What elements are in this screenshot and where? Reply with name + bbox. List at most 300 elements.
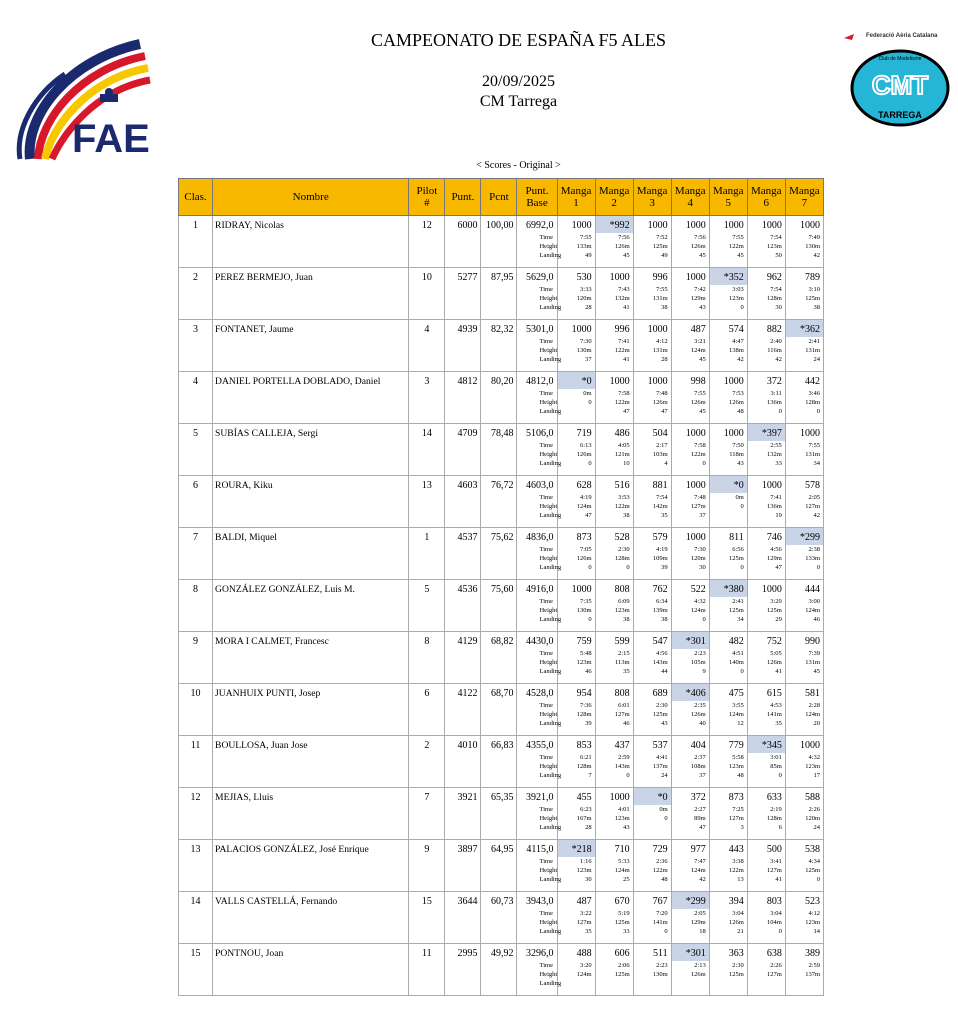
flight-height: 126m [728,399,744,406]
flight-height: 129m [767,555,782,562]
landing-points: 47 [623,408,630,415]
flight-time: 2:26 [808,806,820,813]
manga-6-cell [747,528,785,580]
round-score: 579 [652,532,668,543]
landing-points: 48 [737,772,744,779]
discarded-score: *0 [710,476,747,493]
landing-points: 49 [661,252,668,259]
landing-points: 0 [588,460,592,467]
manga-2-cell [595,476,633,528]
flight-height: 122m [690,451,706,458]
flight-time: 7:54 [770,286,782,293]
pilot-number-cell: 2 [409,736,445,788]
flight-height: 139m [652,607,668,614]
round-score: 853 [576,740,592,751]
base-points-cell [517,372,562,424]
flight-time: 7:56 [618,234,630,241]
base-points-value: 4528,0 [526,688,554,699]
manga-6-cell [747,580,785,632]
flight-time: 3:01 [770,754,782,761]
flight-height: 126m [614,243,630,250]
manga-7-cell [785,528,823,580]
flight-time: 2:26 [770,962,782,969]
base-points-cell [517,684,562,736]
flight-height: 103m [652,451,668,458]
flight-time: 2:15 [618,650,630,657]
flight-time: 2:27 [694,806,706,813]
manga-2-cell [595,736,633,788]
height-label: Height [539,711,558,718]
flight-height: 128m [576,711,592,718]
col-header-pcnt: Pcnt [481,179,517,216]
landing-points: 39 [661,564,668,571]
flight-time: 5:19 [618,910,630,917]
landing-points: 47 [699,824,706,831]
percent-cell: 82,32 [481,320,517,372]
round-score: 574 [728,324,744,335]
flight-height: 126m [767,659,782,666]
flight-height: 167m [576,815,592,822]
round-score: 1000 [685,480,706,491]
manga-7-cell [785,580,823,632]
flight-time: 7:55 [580,234,592,241]
flight-time: 7:42 [694,286,706,293]
flight-time: 4:47 [732,338,744,345]
manga-7-cell [785,424,823,476]
landing-points: 28 [585,304,592,311]
round-score: 394 [728,896,744,907]
round-score: 1000 [609,792,630,803]
manga-5-cell [709,684,747,736]
flight-time: 7:35 [580,598,592,605]
flight-time: 2:13 [694,962,706,969]
round-score: 954 [576,688,592,699]
flight-time: 7:41 [770,494,782,501]
points-cell: 3897 [445,840,481,892]
pilot-name-cell: MEJIAS, Lluis [213,788,409,840]
manga-2-cell [595,840,633,892]
flight-height: 120m [805,815,820,822]
landing-points: 0 [816,408,820,415]
flight-time: 3:20 [770,598,782,605]
discarded-score: *380 [710,580,747,597]
pilot-number-cell: 8 [409,632,445,684]
round-score: 581 [805,688,820,699]
pilot-name-cell: FONTANET, Jaume [213,320,409,372]
flight-height: 0m [735,494,744,501]
flight-height: 124m [614,867,630,874]
base-points-value: 5629,0 [526,272,554,283]
table-row [179,268,824,320]
flight-time: 2:37 [694,754,706,761]
flight-time: 5:33 [618,858,630,865]
flight-time: 3:46 [808,390,820,397]
flight-height: 127m [576,919,592,926]
round-score: 1000 [761,220,782,231]
landing-points: 0 [740,668,744,675]
flight-time: 7:36 [580,702,592,709]
landing-points: 38 [813,304,820,311]
flight-time: 6:09 [618,598,630,605]
points-cell: 3921 [445,788,481,840]
round-score: 1000 [571,324,592,335]
manga-7-cell [785,788,823,840]
manga-2-cell [595,632,633,684]
manga-3-cell [633,736,671,788]
flight-time: 7:50 [732,442,744,449]
manga-4-cell [671,580,709,632]
rank-cell: 1 [179,216,213,268]
flight-height: 118m [729,451,744,458]
landing-label: Landing [539,980,562,987]
flight-time: 3:03 [732,286,744,293]
round-score: 633 [766,792,782,803]
flight-time: 7:25 [732,806,744,813]
round-score: 538 [805,844,820,855]
round-score: 873 [576,532,592,543]
time-label: Time [539,390,553,397]
manga-4-cell [671,216,709,268]
flight-height: 113m [615,659,630,666]
flight-height: 129m [690,295,706,302]
landing-points: 0 [588,616,592,623]
landing-label: Landing [539,512,562,519]
round-score: 504 [652,428,668,439]
manga-6-cell [747,944,785,996]
flight-height: 136m [767,399,782,406]
manga-7-cell [785,736,823,788]
base-points-value: 4355,0 [526,740,554,751]
manga-5-cell [709,216,747,268]
table-row [179,788,824,840]
base-points-value: 3943,0 [526,896,554,907]
pilot-number-cell: 12 [409,216,445,268]
round-score: 522 [690,584,706,595]
manga-1-cell [557,580,595,632]
flight-height: 122m [614,347,630,354]
manga-4-cell [671,632,709,684]
landing-points: 43 [737,460,744,467]
base-points-value: 3296,0 [526,948,554,959]
discarded-score: *362 [786,320,823,337]
pilot-number-cell: 14 [409,424,445,476]
flight-time: 3:11 [770,390,782,397]
landing-points: 38 [661,616,668,623]
col-header-manga-3: Manga 3 [633,179,671,216]
percent-cell: 66,83 [481,736,517,788]
landing-label: Landing [539,408,562,415]
flight-height: 125m [728,555,744,562]
round-score: 363 [728,948,744,959]
time-label: Time [539,494,553,501]
flight-time: 4:05 [618,442,630,449]
manga-7-cell [785,684,823,736]
landing-points: 46 [813,616,820,623]
flight-height: 126m [576,451,592,458]
flight-height: 124m [576,503,592,510]
manga-6-cell [747,216,785,268]
landing-points: 48 [661,876,668,883]
flight-height: 124m [690,607,706,614]
flight-time: 7:48 [656,390,668,397]
landing-points: 47 [661,408,668,415]
landing-label: Landing [539,668,562,675]
points-cell: 4603 [445,476,481,528]
manga-2-cell [595,580,633,632]
landing-points: 30 [699,564,706,571]
manga-1-cell [557,840,595,892]
round-score: 998 [690,376,706,387]
base-points-cell [517,736,562,788]
flight-height: 127m [728,815,744,822]
flight-time: 7:52 [656,234,668,241]
height-label: Height [539,867,558,874]
flight-time: 2:05 [694,910,706,917]
round-score: 746 [766,532,782,543]
flight-time: 7:30 [694,546,706,553]
base-points-cell [517,580,562,632]
flight-height: 126m [728,919,744,926]
manga-1-cell [557,736,595,788]
flight-time: 4:34 [808,858,820,865]
landing-points: 42 [699,876,706,883]
manga-5-cell [709,580,747,632]
landing-points: 41 [775,876,782,883]
flight-height: 124m [690,867,706,874]
manga-3-cell [633,840,671,892]
base-points-value: 6992,0 [526,220,554,231]
points-cell: 4709 [445,424,481,476]
flight-height: 124m [576,971,592,978]
discarded-score: *0 [634,788,671,805]
base-points-cell [517,320,562,372]
flight-height: 127m [767,971,782,978]
round-score: 719 [576,428,592,439]
table-row [179,944,824,996]
flight-height: 133m [576,243,592,250]
flight-height: 122m [728,243,744,250]
round-score: 779 [728,740,744,751]
pilot-name-cell: BOULLOSA, Juan Jose [213,736,409,788]
round-score: 1000 [723,220,744,231]
landing-label: Landing [539,876,562,883]
manga-7-cell [785,892,823,944]
flight-height: 127m [767,867,782,874]
landing-points: 46 [585,668,592,675]
flight-height: 120m [576,295,592,302]
discarded-score: *345 [748,736,785,753]
manga-3-cell [633,788,671,840]
flight-time: 7:30 [580,338,592,345]
manga-3-cell [633,528,671,580]
round-score: 1000 [685,532,706,543]
landing-points: 4 [664,460,668,467]
landing-points: 35 [623,668,630,675]
manga-3-cell [633,424,671,476]
flight-time: 2:30 [618,546,630,553]
base-points-value: 4916,0 [526,584,554,595]
table-row [179,372,824,424]
flight-time: 2:06 [618,962,630,969]
points-cell: 4537 [445,528,481,580]
landing-points: 39 [585,720,592,727]
landing-points: 33 [623,928,630,935]
base-points-cell [517,632,562,684]
landing-points: 45 [699,356,706,363]
round-score: 528 [614,532,630,543]
round-score: 444 [805,584,820,595]
manga-7-cell [785,476,823,528]
manga-1-cell [557,268,595,320]
manga-1-cell [557,944,595,996]
rank-cell: 3 [179,320,213,372]
percent-cell: 68,82 [481,632,517,684]
time-label: Time [539,546,553,553]
height-label: Height [539,451,558,458]
round-score: 1000 [761,480,782,491]
pilot-name-cell: BALDI, Miquel [213,528,409,580]
discarded-score: *218 [558,840,595,857]
flight-height: 124m [805,711,820,718]
landing-label: Landing [539,772,562,779]
manga-5-cell [709,840,747,892]
flight-time: 4:01 [618,806,630,813]
landing-points: 45 [737,252,744,259]
round-score: 1000 [685,220,706,231]
landing-points: 49 [585,252,592,259]
rank-cell: 12 [179,788,213,840]
flight-height: 123m [576,659,592,666]
round-score: 530 [576,272,592,283]
manga-2-cell [595,892,633,944]
flight-time: 3:04 [770,910,782,917]
table-row [179,736,824,788]
landing-points: 43 [661,720,668,727]
flight-height: 123m [728,763,744,770]
manga-1-cell [557,216,595,268]
landing-points: 20 [813,720,820,727]
points-cell: 2995 [445,944,481,996]
table-row [179,320,824,372]
flight-height: 125m [652,243,668,250]
manga-3-cell [633,892,671,944]
landing-points: 38 [623,616,630,623]
flight-height: 109m [652,555,668,562]
flight-height: 120m [690,555,706,562]
flight-height: 89m [694,815,706,822]
flight-time: 7:49 [808,234,820,241]
fae-logo-text: FAE [72,117,150,161]
landing-points: 0 [778,772,782,779]
discarded-score: *352 [710,268,747,285]
flight-time: 7:47 [694,858,706,865]
col-header-manga-1: Manga 1 [557,179,595,216]
flight-height: 125m [805,295,820,302]
landing-points: 21 [737,928,744,935]
manga-5-cell [709,632,747,684]
height-label: Height [539,243,558,250]
manga-5-cell [709,476,747,528]
flight-time: 3:41 [770,858,782,865]
flight-height: 123m [614,815,630,822]
points-cell: 4536 [445,580,481,632]
flight-time: 3:21 [694,338,706,345]
manga-5-cell [709,736,747,788]
round-score: 455 [576,792,592,803]
manga-5-cell [709,372,747,424]
flight-height: 129m [690,919,706,926]
base-points-value: 4115,0 [526,844,554,855]
percent-cell: 78,48 [481,424,517,476]
flight-time: 5:58 [732,754,744,761]
landing-label: Landing [539,564,562,571]
flight-time: 7:41 [618,338,630,345]
manga-4-cell [671,892,709,944]
round-score: 710 [614,844,630,855]
time-label: Time [539,234,553,241]
round-score: 1000 [609,376,630,387]
manga-2-cell [595,372,633,424]
landing-points: 47 [775,564,782,571]
round-score: 511 [653,948,668,959]
results-table [178,178,824,996]
round-score: 670 [614,896,630,907]
flight-height: 0m [583,390,592,397]
landing-points: 38 [661,304,668,311]
round-score: 1000 [800,428,820,439]
table-row [179,840,824,892]
landing-points: 3 [740,824,744,831]
manga-3-cell [633,684,671,736]
manga-1-cell [557,528,595,580]
flight-height: 125m [652,711,668,718]
round-score: 482 [728,636,744,647]
round-score: 1000 [723,428,744,439]
landing-points: 42 [737,356,744,363]
flight-time: 6:01 [618,702,630,709]
flight-height: 124m [805,607,820,614]
rank-cell: 15 [179,944,213,996]
pilot-number-cell: 15 [409,892,445,944]
percent-cell: 100,00 [481,216,517,268]
flight-time: 3:33 [580,286,592,293]
col-header-nombre: Nombre [213,179,409,216]
manga-6-cell [747,268,785,320]
landing-label: Landing [539,356,562,363]
base-points-cell [517,944,562,996]
percent-cell: 65,35 [481,788,517,840]
manga-3-cell [633,320,671,372]
flight-time: 4:19 [580,494,592,501]
landing-points: 12 [737,720,744,727]
landing-points: 7 [588,772,592,779]
flight-height: 123m [767,243,782,250]
round-score: 808 [614,688,630,699]
landing-label: Landing [539,304,562,311]
round-score: 752 [766,636,782,647]
round-score: 1000 [571,220,592,231]
table-row [179,476,824,528]
flight-height: 130m [576,347,592,354]
flight-height: 127m [614,711,630,718]
pilot-number-cell: 1 [409,528,445,580]
flight-time: 2:05 [808,494,820,501]
round-score: 442 [805,376,820,387]
round-score: 443 [728,844,744,855]
pilot-name-cell: PALACIOS GONZÁLEZ, José Enrique [213,840,409,892]
flight-height: 122m [728,867,744,874]
landing-points: 0 [588,564,592,571]
